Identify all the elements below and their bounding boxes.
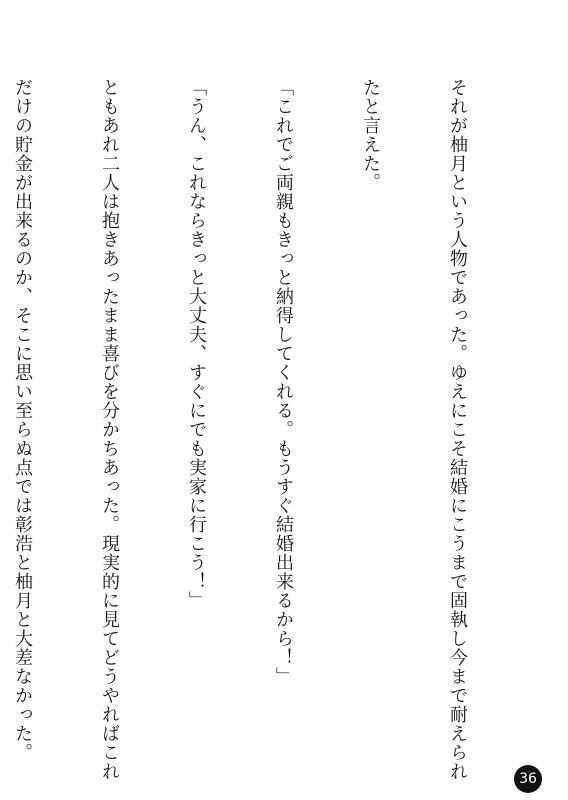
text-line: ともあれ二人は抱きあったまま喜びを分かちあった。現実的に見てどうやればこれ — [99, 78, 120, 781]
text-line: それが柚月という人物であった。ゆえにこそ結婚にこうまで固執し今まで耐えられ — [447, 78, 468, 781]
text-line: 「うん、これならきっと大丈夫、すぐにでも実家に行こう！」 — [186, 78, 207, 610]
body-text — [12, 78, 530, 781]
text-line: 「これでご両親もきっと納得してくれる。もうすぐ結婚出来るから！」 — [273, 78, 294, 686]
text-line: だけの貯金が出来るのか、そこに思い至らぬ点では彰浩と柚月と大差なかった。 — [12, 78, 33, 762]
text-line: たと言えた。 — [360, 78, 381, 192]
page-number: 36 — [514, 765, 542, 793]
